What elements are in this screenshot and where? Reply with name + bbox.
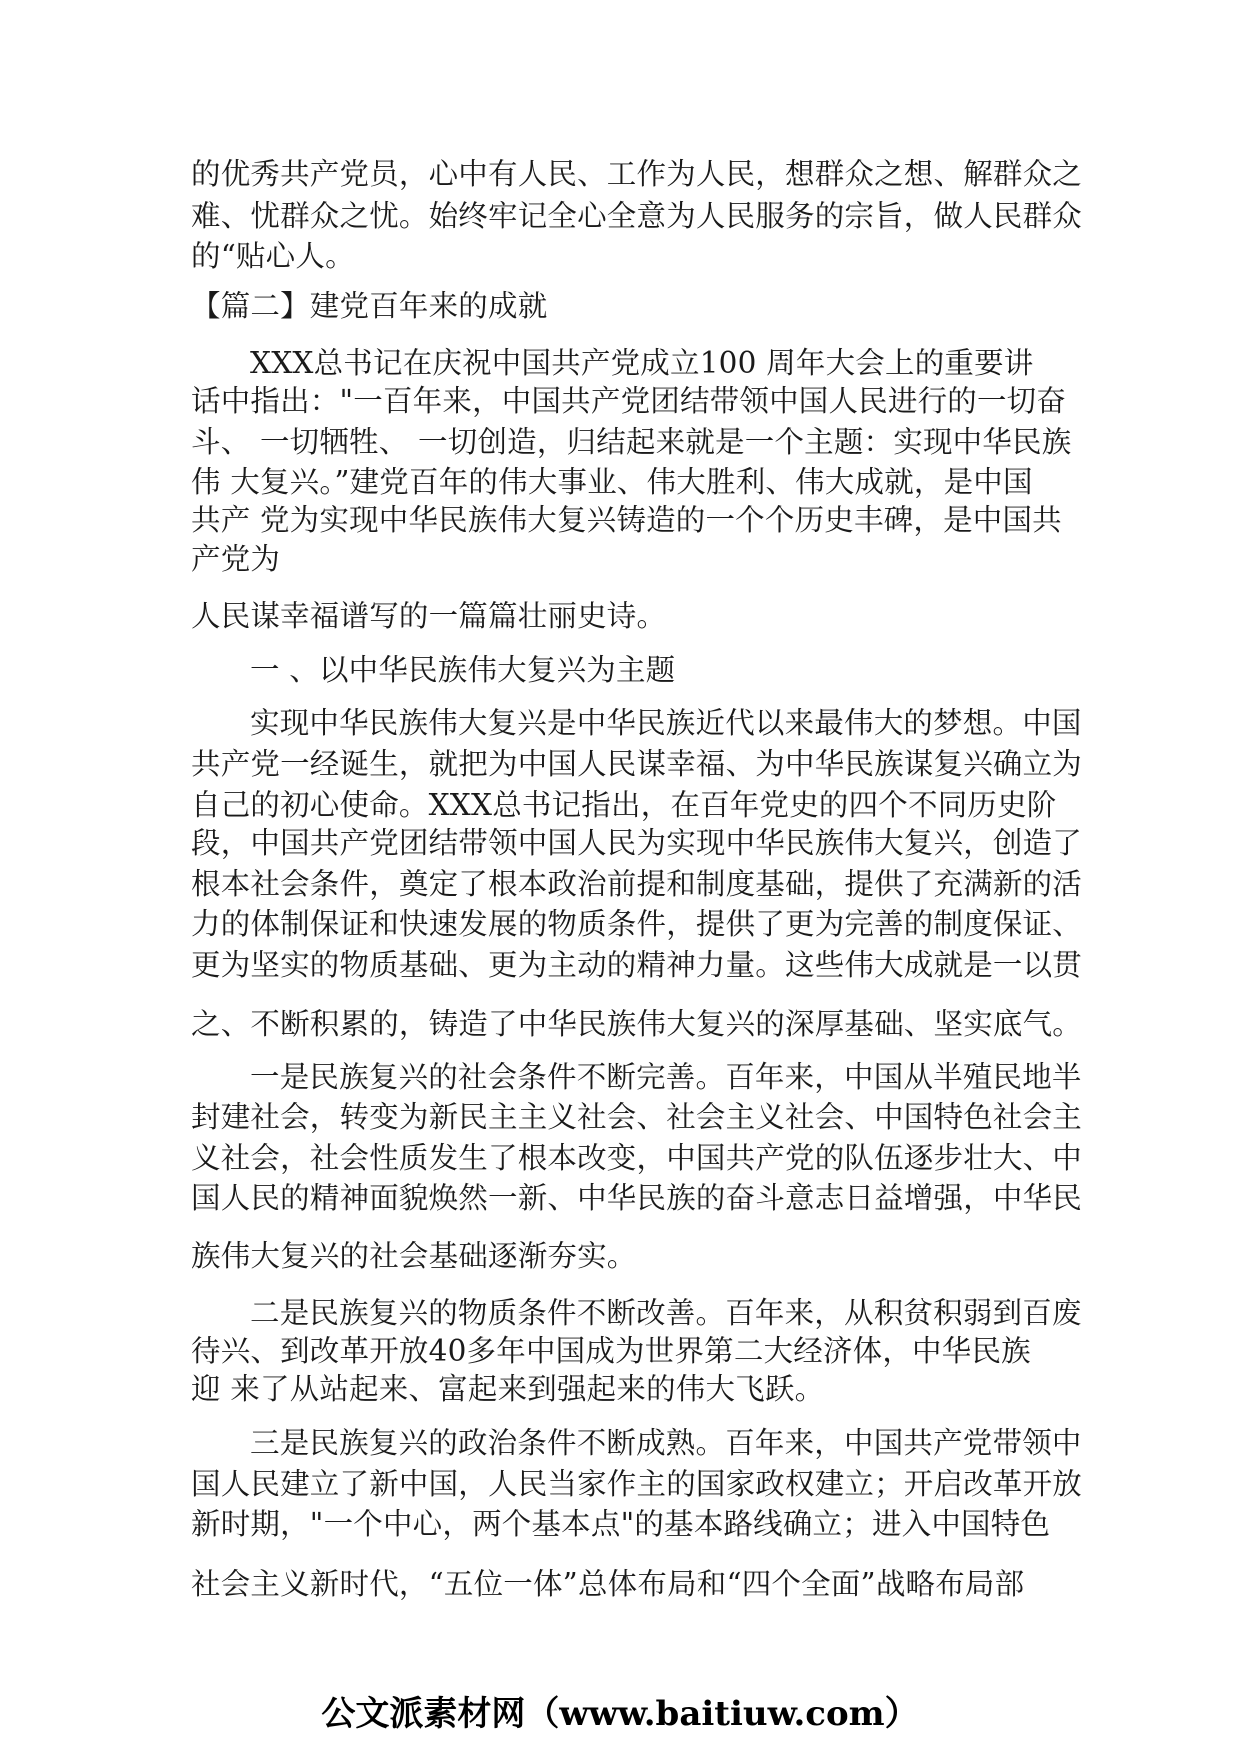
text-line: 之、不断积累的，铸造了中华民族伟大复兴的深厚基础、坚实底气。	[191, 1007, 1083, 1041]
text-line: 族伟大复兴的社会基础逐渐夯实。	[191, 1239, 637, 1273]
text-line: 社会主义新时代，“五位一体”总体布局和“四个全面”战略布局部	[191, 1567, 1025, 1601]
text-line: 封建社会，转变为新民主主义社会、社会主义社会、中国特色社会主	[191, 1100, 1083, 1134]
text-line: 实现中华民族伟大复兴是中华民族近代以来最伟大的梦想。中国	[250, 706, 1082, 740]
text-line: 共产党一经诞生，就把为中国人民谋幸福、为中华民族谋复兴确立为	[191, 747, 1083, 781]
text-line: 产党为	[191, 542, 281, 576]
text-line: 共产 党为实现中华民族伟大复兴铸造的一个个历史丰碑，是中国共	[191, 503, 1062, 537]
text-line: 的“贴心人。	[191, 239, 355, 273]
text-line: 二是民族复兴的物质条件不断改善。百年来，从积贫积弱到百废	[250, 1296, 1082, 1330]
text-line: 力的体制保证和快速发展的物质条件，提供了更为完善的制度保证、	[191, 907, 1083, 941]
text-line: 伟 大复兴。”建党百年的伟大事业、伟大胜利、伟大成就，是中国	[191, 465, 1033, 499]
text-line: 三是民族复兴的政治条件不断成熟。百年来，中国共产党带领中	[250, 1426, 1082, 1460]
text-line: 新时期，"一个中心，两个基本点"的基本路线确立；进入中国特色	[191, 1507, 1051, 1541]
subsection-heading: 一 、以中华民族伟大复兴为主题	[250, 653, 676, 687]
text-line: 的优秀共产党员，心中有人民、工作为人民，想群众之想、解群众之	[191, 157, 1083, 191]
text-line: XXX总书记在庆祝中国共产党成立100 周年大会上的重要讲	[250, 346, 1034, 380]
text-line: 待兴、到改革开放40多年中国成为世界第二大经济体，中华民族	[191, 1334, 1031, 1368]
text-line: 段，中国共产党团结带领中国人民为实现中华民族伟大复兴，创造了	[191, 826, 1083, 860]
text-line: 自己的初心使命。XXX总书记指出，在百年党史的四个不同历史阶	[191, 788, 1057, 822]
text-line: 根本社会条件，奠定了根本政治前提和制度基础，提供了充满新的活	[191, 867, 1083, 901]
section-heading: 【篇二】建党百年来的成就	[191, 289, 548, 323]
text-line: 更为坚实的物质基础、更为主动的精神力量。这些伟大成就是一以贯	[191, 948, 1083, 982]
text-line: 难、忧群众之忧。始终牢记全心全意为人民服务的宗旨，做人民群众	[191, 199, 1083, 233]
text-line: 迎 来了从站起来、富起来到强起来的伟大飞跃。	[191, 1372, 825, 1406]
text-line: 国人民建立了新中国，人民当家作主的国家政权建立；开启改革开放	[191, 1467, 1083, 1501]
footer-watermark: 公文派素材网（www.baitiuw.com）	[321, 1694, 919, 1734]
text-line: 一是民族复兴的社会条件不断完善。百年来，中国从半殖民地半	[250, 1060, 1082, 1094]
text-line: 国人民的精神面貌焕然一新、中华民族的奋斗意志日益增强，中华民	[191, 1181, 1083, 1215]
text-line: 话中指出："一百年来，中国共产党团结带领中国人民进行的一切奋	[191, 384, 1067, 418]
text-line: 斗、 一切牺牲、 一切创造，归结起来就是一个主题：实现中华民族	[191, 425, 1072, 459]
text-line: 义社会，社会性质发生了根本改变，中国共产党的队伍逐步壮大、中	[191, 1141, 1083, 1175]
text-line: 人民谋幸福谱写的一篇篇壮丽史诗。	[191, 599, 667, 633]
